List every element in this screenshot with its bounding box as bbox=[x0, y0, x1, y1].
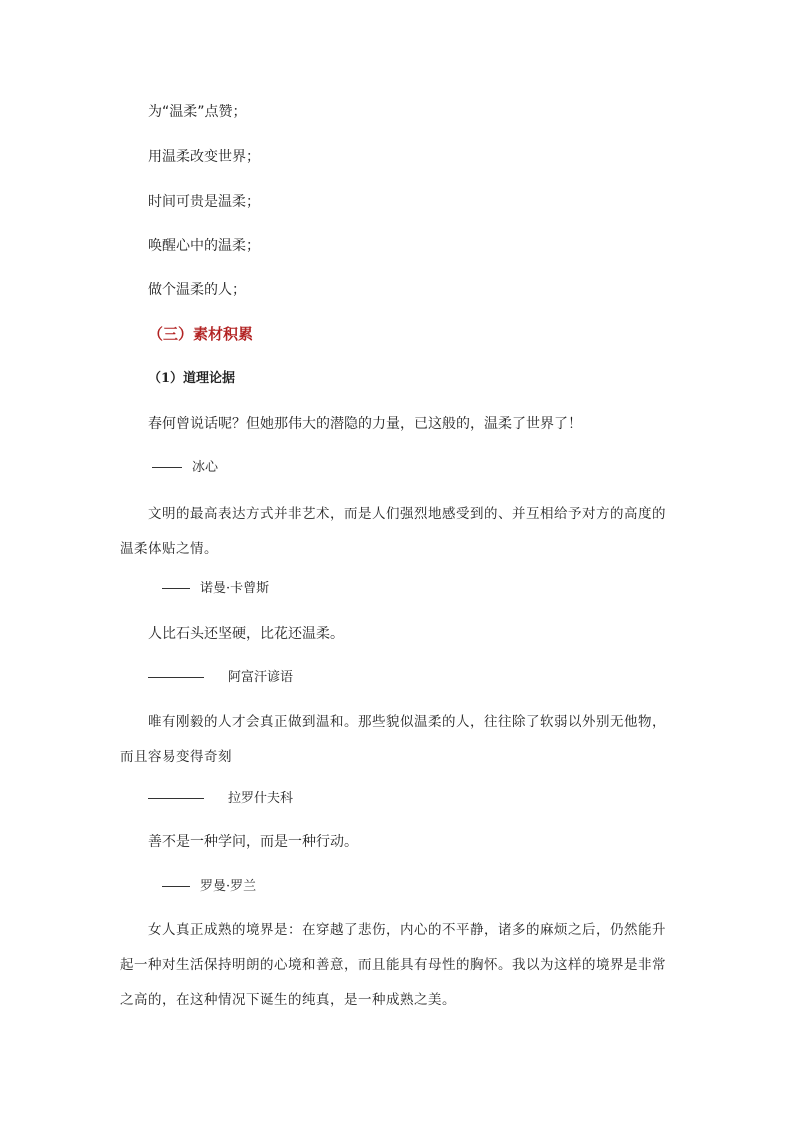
dash-line bbox=[162, 886, 190, 887]
quote-attribution bbox=[162, 877, 256, 897]
quote-author: 冰心 bbox=[192, 460, 219, 475]
subsection-heading: （1）道理论据 bbox=[148, 371, 236, 386]
dash-line bbox=[162, 588, 190, 589]
list-item: 用温柔改变世界； bbox=[148, 149, 260, 165]
quote-author: 拉罗什夫科 bbox=[228, 791, 294, 806]
list-item: 唤醒心中的温柔； bbox=[148, 238, 260, 254]
quote-text: 春何曾说话呢？但她那伟大的潜隐的力量，已这般的，温柔了世界了！ bbox=[148, 416, 582, 432]
quote-text: 女人真正成熟的境界是：在穿越了悲伤，内心的不平静，诸多的麻烦之后，仍然能升起一种对生活保持明朗的心境和善意，而且能具有母性的胸怀。我以为这样的境界是非常之高的，在这种情况下诞生的纯真，是一种成熟之美。 bbox=[120, 922, 666, 1008]
quote-text: 人比石头还坚硬，比花还温柔。 bbox=[148, 626, 344, 642]
quote-author: 罗曼·罗兰 bbox=[200, 879, 257, 894]
list-item: 做个温柔的人； bbox=[148, 282, 246, 298]
quote-attribution bbox=[148, 668, 293, 688]
section-heading: （三）素材积累 bbox=[148, 325, 254, 343]
list-item: 为“温柔”点赞； bbox=[148, 104, 247, 120]
quote-text: 唯有刚毅的人才会真正做到温和。那些貌似温柔的人，往往除了软弱以外别无他物，而且容易变得奇刻 bbox=[120, 714, 666, 765]
quote-attribution bbox=[148, 789, 293, 809]
quote-attribution bbox=[152, 458, 218, 478]
quote-author: 诺曼·卡曾斯 bbox=[200, 581, 270, 596]
quote-text: 文明的最高表达方式并非艺术，而是人们强烈地感受到的、并互相给予对方的高度的温柔体贴之情。 bbox=[120, 506, 666, 557]
quote-attribution bbox=[162, 579, 269, 599]
quote-text: 善不是一种学问，而是一种行动。 bbox=[148, 834, 358, 850]
list-item: 时间可贵是温柔； bbox=[148, 194, 260, 210]
dash-line bbox=[148, 677, 204, 678]
dash-line bbox=[152, 467, 182, 468]
dash-line bbox=[148, 798, 204, 799]
quote-author: 阿富汗谚语 bbox=[228, 670, 294, 685]
